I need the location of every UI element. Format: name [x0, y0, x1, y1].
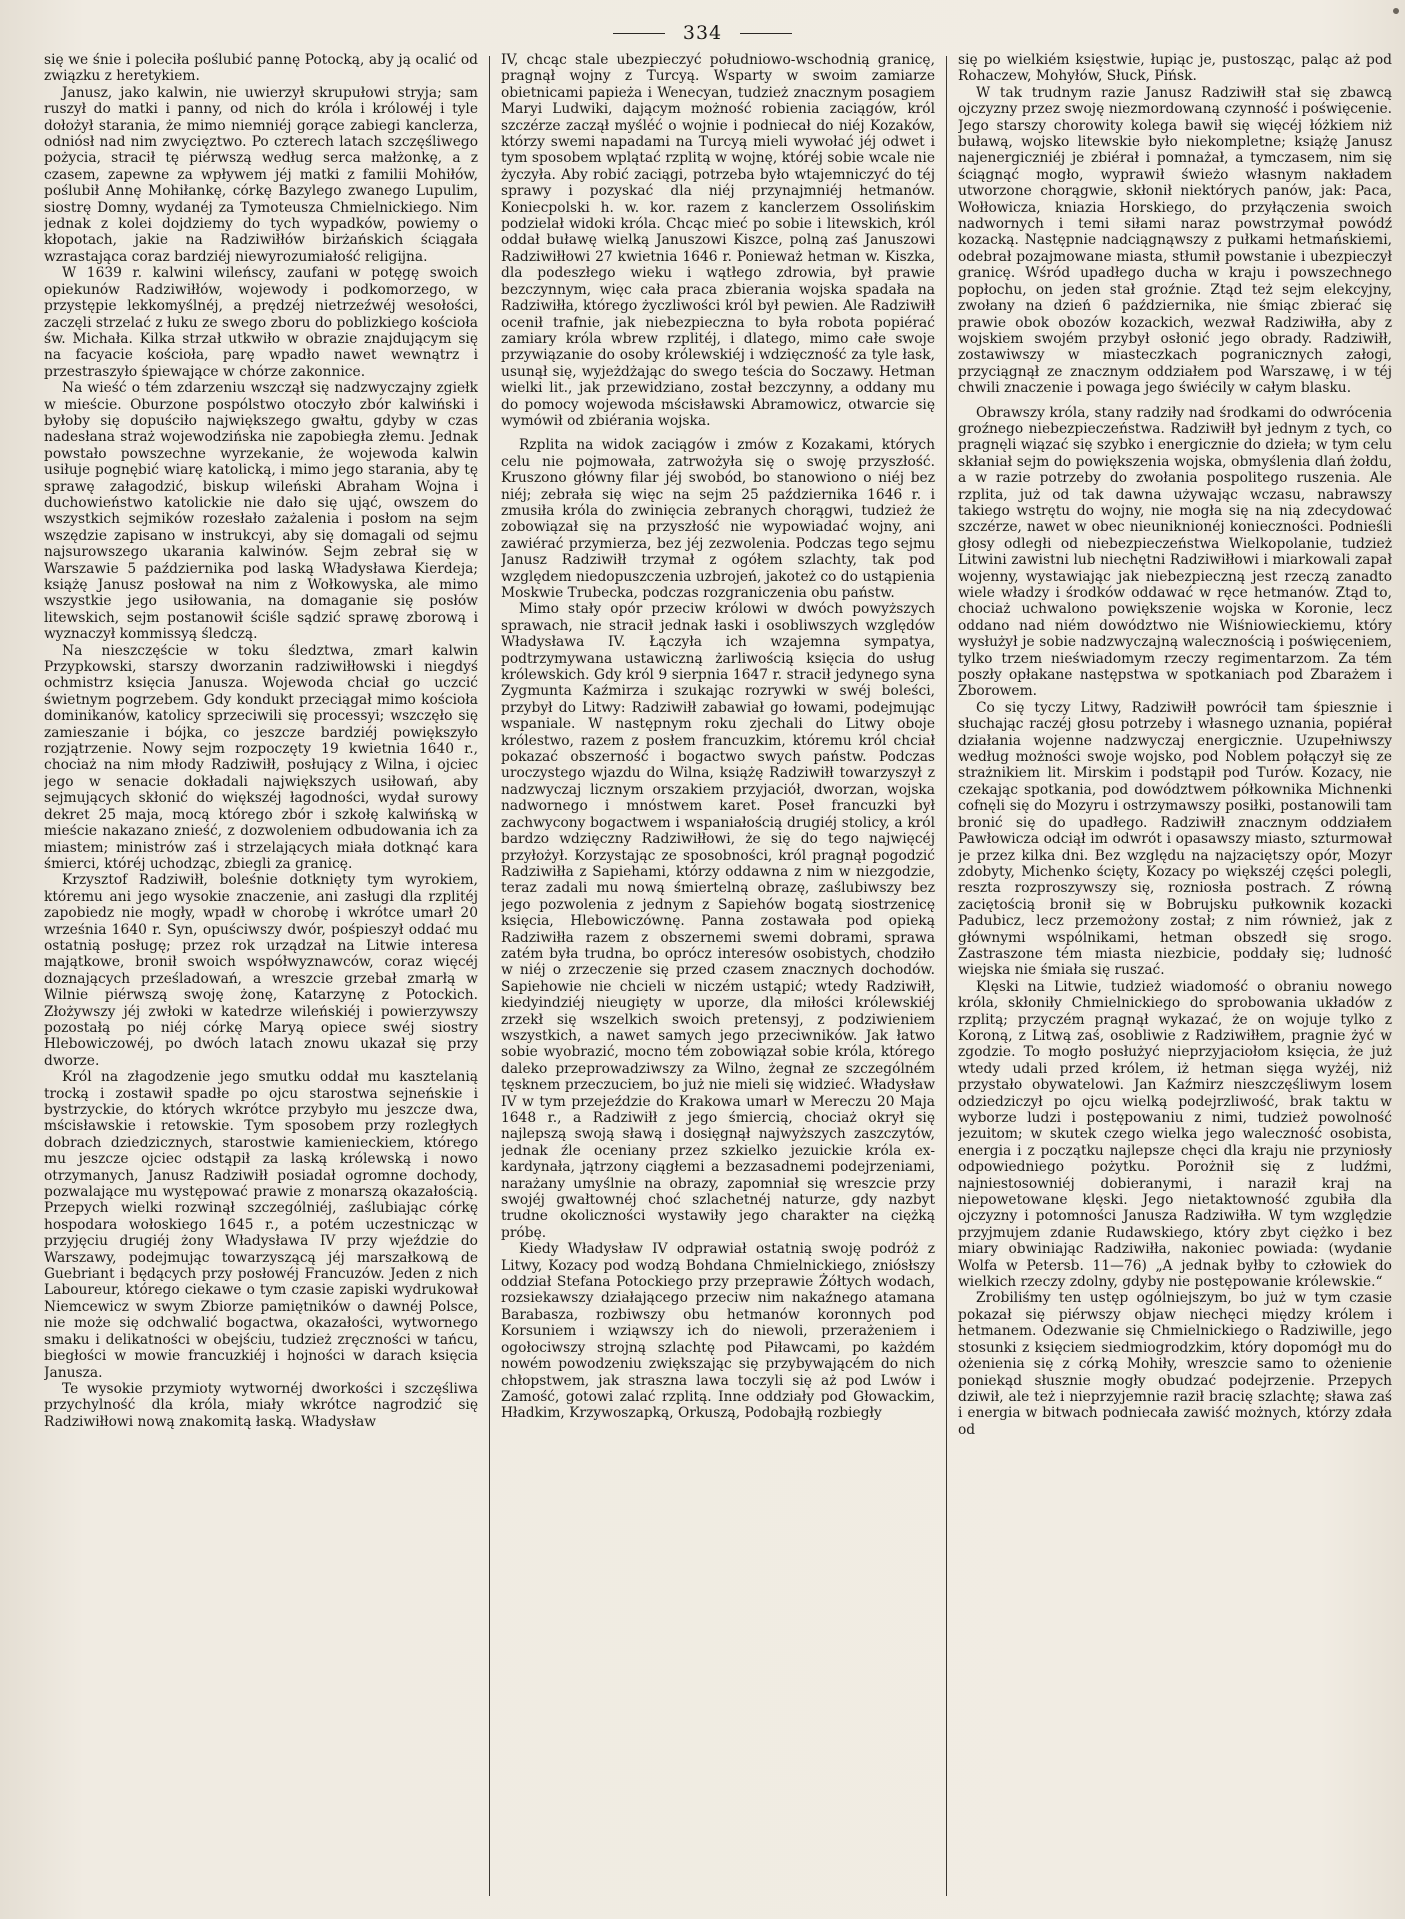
text-columns — [44, 52, 1392, 1904]
paragraph: Krzysztof Radziwiłł, boleśnie dotknięty tym wyrokiem, któremu ani jego wysokie znaczenie, ani zasługi dla rzplitéj zapobiedz nie mogły, wpadł w chorobę i wkrótce umarł 20 września 1640 r. Syn, opuściwszy dwór, pośpieszył oddać mu ostatnią posługę; przez rok urządzał na Litwie interesa majątkowe, bronił swoich współwyznawców, coraz więcéj doznających prześladowań, a wreszcie grzebał zmarłą w Wilnie piérwszą swoję żonę, Katarzynę z Potockich. Złożywszy jéj zwłoki w katedrze wileńskiéj i powierzywszy pozostałą po niéj córkę Maryą opiece swéj siostry Hlebowiczowéj, po dwóch latach znowu ukazał się przy dworze. — [44, 872, 478, 1069]
column-middle — [501, 52, 935, 1904]
paragraph: Król na złagodzenie jego smutku oddał mu kasztelanią trocką i zostawił spadłe po ojcu starostwa sejneńskie i bystrzyckie, do których wkrótce przybyło mu jeszcze dwa, mścisławskie i retowskie. Tym sposobem przy rozległych dobrach dziedzicznych, starostwie kamienieckiem, którego mu jeszcze ojciec odstąpił za laską królewską i nowo otrzymanych, Janusz Radziwiłł posiadał ogromne dochody, pozwalające mu występować prawie z monarszą okazałością. Przepych wielki rozwinął szczególniéj, zaślubiając córkę hospodara wołoskiego 1645 r., a potém uczestnicząc w przyjęciu drugiéj żony Władysława IV przy wjeździe do Warszawy, podejmując towarzyszącą jéj marszałkową de Guebriant i będących przy posłowéj Francuzów. Jeden z nich Laboureur, którego ciekawe o tym czasie zapiski wydrukował Niemcewicz w swym Zbiorze pamiętników o dawnéj Polsce, nie może się odchwalić bogactwa, okazałości, wytwornego smaku i delikatności w obejściu, tudzież zręczności w tańcu, biegłości w mowie francuzkiéj i hojności w darach księcia Janusza. — [44, 1069, 478, 1381]
column-divider — [489, 56, 490, 1896]
margin-speck — [1393, 8, 1399, 14]
paragraph: Janusz, jako kalwin, nie uwierzył skrupułowi stryja; sam ruszył do matki i panny, od nich do króla i królowéj i tyle dołożył starania, że mimo niemniéj gorące zabiegi kanclerza, odniósł nad nim zwycięztwo. Po czterech latach szczęśliwego pożycia, stracił tę piérwszą według serca małżonkę, a z czasem, zapewne za wpływem jéj matki z familii Mohiłów, poślubił Annę Mohiłankę, córkę Bazylego zwanego Lupulim, siostrę Domny, wydanéj za Tymoteusza Chmielnickiego. Nim jednak z kolei dojdziemy do tych wypadków, powiemy o kłopotach, jakie na Radziwiłłów birżańskich ściągała wzrastająca coraz bardziéj niewyrozumiałość religijna. — [44, 84, 478, 265]
header-rule-left — [613, 33, 665, 34]
paragraph: W tak trudnym razie Janusz Radziwiłł stał się zbawcą ojczyzny przez swoję niezmordowaną czynność i poświęcenie. Jego starszy chorowity kolega bawił się więcéj łóżkiem niż buławą, wojsko litewskie było niekompletne; książę Janusz najenergiczniéj je zbiérał i pomnażał, a tymczasem, nim się ściągnąć mogło, wyprawił świeżo własnym nakładem utworzone chorągwie, skłonił niektórych panów, jak: Paca, Wołłowicza, kniazia Horskiego, do przyłączenia swoich nadwornych i temi siłami naraz powstrzymał powódź kozacką. Następnie nadciągnąwszy z pułkami hetmańskiemi, odebrał pozajmowane miasta, stłumił powstanie i ubezpieczył granicę. Wśród upadłego ducha w kraju i powszechnego popłochu, on jeden stał groźnie. Ztąd też sejm elekcyjny, zwołany na dzień 6 października, nie śmiąc zbierać się prawie obok obozów kozackich, wezwał Radziwiłła, aby z wojskiem swojém przybył osłonić jego obrady. Radziwiłł, zostawiwszy w miasteczkach pogranicznych załogi, przyciągnął ze znacznym oddziałem pod Warszawę, i w téj chwili znaczenie i powaga jego świécily w całym blasku. — [958, 84, 1392, 397]
paragraph: Zrobiliśmy ten ustęp ogólniejszym, bo już w tym czasie pokazał się piérwszy objaw niechęci między królem i hetmanem. Odezwanie się Chmielnickiego o Radziwille, jego stosunki z księciem siedmiogrodzkim, który dopomógł mu do ożenienia się z córką Mohiły, wreszcie samo to ożenienie poniekąd słusznie mogły obudzać podejrzenie. Przepych dziwił, ale też i nieprzyjemnie raził bracię szlachtę; sława zaś i energia w bitwach podniecała zawiść możnych, którzy zdała od — [958, 1290, 1392, 1438]
paragraph: Co się tyczy Litwy, Radziwiłł powrócił tam śpiesznie i słuchając raczéj głosu potrzeby i własnego uznania, popiérał działania wojenne nadzwyczaj energicznie. Uzupełniwszy według możności swoje wojsko, pod Noblem połączył się ze strażnikiem lit. Mirskim i podstąpił pod Turów. Kozacy, nie czekając spotkania, pod dowództwem półkownika Michnenki cofnęli się do Mozyru i ostrzymawszy posiłki, postanowili tam bronić się do upadłego. Radziwiłł znacznym oddziałem Pawłowicza odciął im odwrót i opasawszy miasto, szturmował je przez kilka dni. Bez względu na najzaciętszy opór, Mozyr zdobyty, Michenko ścięty, Kozacy po większéj części polegli, reszta rozproszywszy się, rozniosła postrach. Z równą zaciętością bronił się w Bobrujsku pułkownik kozacki Padubicz, lecz przemożony został; z nim również, jak z głównymi wspólnikami, hetman obszedł się srogo. Zastraszone tém miasta niezbicie, poddały się; ludność wiejska nie śmiała się ruszać. — [958, 699, 1392, 979]
header-rule-right — [740, 33, 792, 34]
paragraph: się po wielkiém księstwie, łupiąc je, pustosząc, paląc aż pod Rohaczew, Mohyłów, Słuck, Pińsk. — [958, 52, 1392, 85]
paragraph: Mimo stały opór przeciw królowi w dwóch powyższych sprawach, nie stracił jednak łaski i osobliwszych względów Władysława IV. Łączyła ich wzajemna sympatya, podtrzymywana ustawiczną żarliwością księcia do usług królewskich. Gdy król 9 sierpnia 1647 r. stracił jedynego syna Zygmunta Kaźmirza i szukając rozrywki w swéj boleści, przybył do Litwy: Radziwiłł zabawiał go łowami, podejmując wspaniale. W następnym roku zjechali do Litwy oboje królestwo, razem z posłem francuzkim, któremu król chciał pokazać obszerność i bogactwo swych państw. Podczas uroczystego wjazdu do Wilna, książę Radziwiłł towarzyszył z nadzwyczaj licznym orszakiem przyjaciół, dworzan, wojska nadwornego i mnóstwem karet. Poseł francuzki był zachwycony bogactwem i wspaniałością drugiéj stolicy, a król bardzo wdzięczny Radziwiłłowi, że się do tego najwięcéj przyłożył. Korzystając ze sposobności, król pragnął pogodzić Radziwiłła z Sapiehami, którzy oddawna z nim w niezgodzie, teraz zadali mu nową śmiertelną obrazę, zaślubiwszy bez jego pozwolenia z jednym z Sapiehów bogatą siostrzenicę księcia, Hlebowiczównę. Panna zostawała pod opieką Radziwiłła razem z obszernemi swemi dobrami, sprawa zatém była trudna, bo oprócz interesów osobistych, chodziło w niéj o zrzeczenie się przed czasem znacznych dochodów. Sapiehowie nie chcieli w niczém ustąpić; wtedy Radziwiłł, kiedyindziéj nieugięty w uporze, dla miłości królewskiéj zrzekł się wszelkich swoich pretensyj, z podziwieniem wszystkich, a nawet samych jego przeciwników. Jak łatwo sobie wyobrazić, mocno tém zobowiązał sobie króla, którego daleko przeprowadziwszy za Wilno, żegnał ze szczególném tęsknem przeczuciem, bo już nie mieli się widzieć. Władysław IV w tym przejeździe do Krakowa umarł w Mereczu 20 Maja 1648 r., a Radziwiłł z jego śmiercią, chociaż okrył się najlepszą swoją sławą i dosięgnął najwyższych zaszczytów, jednak źle oceniany przez szkielko jezuickie króla ex-kardynała, jątrzony ciągłemi a bezzasadnemi podejrzeniami, narażany umyślnie na obrazy, zapomniał się wreszcie przy swojéj gwałtownéj choć szlachetnéj naturze, gdy nazbyt trudne okoliczności wystawiły jego charakter na ciężką próbę. — [501, 601, 935, 1241]
paragraph: W 1639 r. kalwini wileńscy, zaufani w potęgę swoich opiekunów Radziwiłłów, wojewody i podkomorzego, w przystępie lekkomyślnéj, a prędzéj nietrzeźwéj wesołości, zaczęli strzelać z łuku ze swego zboru do poblizkiego kościoła św. Michała. Kilka strzał utkwiło w obrazie znajdującym się na facyacie kościoła, parę wpadło nawet wewnątrz i przestraszyło śpiewające w chórze zakonnice. — [44, 265, 478, 380]
column-divider — [946, 56, 947, 1896]
paragraph: Kiedy Władysław IV odprawiał ostatnią swoję podróż z Litwy, Kozacy pod wodzą Bohdana Chmielnickiego, zniósłszy oddział Stefana Potockiego przy przeprawie Żółtych wodach, rozsiekawszy działającego przeciw nim nakaźnego atamana Barabasza, rozbiwszy obu hetmanów koronnych pod Korsuniem i wziąwszy ich do niewoli, przerażeniem i ogołociwszy strojną szlachtę pod Piławcami, po każdém nowém powodzeniu zwiększając się przybywającém do nich chłopstwem, jak straszna lawa toczyli się aż pod Lwów i Zamość, gotowi zalać rzplitą. Inne oddziały pod Głowackim, Hładkim, Krzywoszapką, Orkuszą, Podobajłą rozbiegły — [501, 1241, 935, 1422]
column-right — [958, 52, 1392, 1904]
paragraph: Obrawszy króla, stany radziły nad środkami do odwrócenia groźnego niebezpieczeństwa. Radziwiłł był jednym z tych, co pragnęli wiązać się szybko i energicznie do dzieła; w tym celu skłaniał sejm do powiększenia wojska, obmyślenia dlań żołdu, a w razie potrzeby do zwołania pospolitego ruszenia. Ale rzplita, już od tak dawna używając wczasu, nabrawszy takiego wstrętu do wojny, nie mogła się na nią zdecydować szczérze, nawet w obec nieuniknionéj konieczności. Podnieśli głosy odległi od niebezpieczeństwa Wielkopolanie, tudzież Litwini zawistni lub niechętni Radziwiłłowi i miarkowali zapał wojenny, wystawiając jak niebezpieczną jest rzeczą zanadto wiele władzy i środków oddawać w ręce hetmanów. Ztąd to, chociaż uchwalono powiększenie wojska w Koronie, lecz oddano nad niém dowództwo nie Wiśniowieckiemu, który wysłużył je sobie nadzwyczajną walecznością i poświęceniem, tylko trzem nieświadomym rzeczy regimentarzom. Za tém poszły opłakane następstwa w spotkaniach pod Zbarażem i Zborowem. — [958, 404, 1392, 700]
paragraph: Klęski na Litwie, tudzież wiadomość o obraniu nowego króla, skłoniły Chmielnickiego do sprobowania układów z rzplitą; przyczém pragnął wykazać, że on wojuje tylko z Koroną, z Litwą zaś, osobliwie z Radziwiłłem, pragnie żyć w zgodzie. To mogło posłużyć nieprzyjaciołom księcia, że już wtedy udali przed królem, iż hetman sięga wyżéj, niż przystało obywatelowi. Jan Kaźmirz nieszczęśliwym losem odziedziczył po ojcu wielką podejrzliwość, brak taktu w wyborze ludzi i postępowaniu z nimi, tudzież powolność jezuitom; w skutek czego wielka jego waleczność osobista, energia i z początku najlepsze chęci dla kraju nie przyniosły odpowiedniego pożytku. Porożnił się z ludźmi, najniestosowniéj dobieranymi, i naraził kraj na niepowetowane klęski. Jego nietaktowność zgubiła dla ojczyzny i potomności Janusza Radziwiłła. W tym względzie przyjmujem zdanie Rudawskiego, który zbyt ciężko i bez miary obwiniając Radziwiłła, nakoniec powiada: (wydanie Wolfa w Petersb. 11—76) „A jednak byłby to człowiek do wielkich rzeczy zdolny, gdyby nie postępowanie królewskie.“ — [958, 978, 1392, 1291]
paragraph: Te wysokie przymioty wytwornéj dworkości i szczęśliwa przychylność dla króla, miały wkrótce nagrodzić się Radziwiłłowi nową znakomitą łaską. Władysław — [44, 1380, 478, 1430]
paragraph: Na wieść o tém zdarzeniu wszczął się nadzwyczajny zgiełk w mieście. Oburzone pospólstwo otoczyło zbór kalwiński i byłoby się dopuściło największego gwałtu, gdyby w czas nadesłana straż wojewodzińska nie zapobiegła złemu. Jednak powstało powszechne wyrzekanie, że wojewoda kalwin usiłuje pognębić wiarę katolicką, i mimo jego starania, aby tę sprawę załagodzić, biskup wileński Abraham Wojna i duchowieństwo katolickie nie dało się ująć, owszem do wszystkich sejmików rozesłało zażalenia i posłom na sejm wszędzie zapisano w instrukcyi, aby się domagali od sejmu najsurowszego ukarania kalwinów. Sejm zebrał się w Warszawie 5 października pod laską Władysława Kierdeja; książę Janusz posłował na nim z Wołkowyska, ale mimo wszystkie jego usiłowania, na domaganie się posłów litewskich, sejm postanowił ściśle sądzić sprawę zborową i wyznaczył kommissyą śledczą. — [44, 380, 478, 643]
paragraph: Na nieszczęście w toku śledztwa, zmarł kalwin Przypkowski, starszy dworzanin radziwiłłowski i niegdyś ochmistrz księcia Janusza. Wojewoda chciał go uczcić świetnym pogrzebem. Gdy kondukt przeciągał mimo kościoła dominikanów, katolicy sprzeciwili się processyi; wszczęło się zamieszanie i bójka, co jeszcze bardziéj powiększyło rozjątrzenie. Nowy sejm rozpoczęty 19 kwietnia 1640 r., chociaż na nim młody Radziwiłł, posłujący z Wilna, i ojciec jego w senacie dokładali największych usiłowań, aby sejmujących skłonić do większéj łagodności, wydał surowy dekret 25 maja, mocą którego zbór i szkołę kalwińską w mieście nakazano znieść, z dozwoleniem odbudowania ich za miastem; ministrów zaś i strzelających miała dotknąć kara śmierci, któréj uchodząc, zbiegli za granicę. — [44, 642, 478, 872]
paragraph: IV, chcąc stale ubezpieczyć południowo-wschodnią granicę, pragnął wojny z Turcyą. Wsparty w swoim zamiarze obietnicami papieża i Wenecyan, tudzież znacznym posagiem Maryi Ludwiki, dającym możność robienia zaciągów, król szczérze zaczął myśléć o wojnie i podniecał do niéj Kozaków, którzy swemi napadami na Turcyą mieli wywołać jéj odwet i tym sposobem wplątać rzplitą w wojnę, któréj sobie wcale nie życzyła. Aby robić zaciągi, potrzeba było wtajemniczyć do téj sprawy i pozyskać dla niéj przynajmniéj hetmanów. Koniecpolski h. w. kor. razem z kanclerzem Ossolińskim podzielał widoki króla. Chcąc mieć po sobie i litewskich, król oddał buławę wielką Januszowi Kiszce, polną zaś Januszowi Radziwiłłowi 27 kwietnia 1646 r. Ponieważ hetman w. Kiszka, dla podeszłego wieku i wątłego zdrowia, był prawie bezczynnym, więc cała praca zbierania wojska spadała na Radziwiłła, którego życzliwości król był pewien. Ale Radziwiłł ocenił trafnie, jak niebezpieczna to była robota popiérać zamiary króla wbrew rzplitéj, i dlatego, mimo całe swoje przywiązanie do osoby królewskiéj i wdzięczność za tyle łask, usunął się, wyjeżdżając do swego teścia do Soczawy. Hetman wielki lit., jak przewidziano, został bezczynny, a oddany mu do pomocy wojewoda mścisławski Abramowicz, otwarcie się wymówił od zbiérania wojska. — [501, 52, 935, 429]
column-left — [44, 52, 478, 1904]
paragraph: się we śnie i poleciła poślubić pannę Potocką, aby ją ocalić od związku z heretykiem. — [44, 52, 478, 85]
page-header — [0, 18, 1405, 48]
page-number: 334 — [682, 22, 723, 44]
paragraph: Rzplita na widok zaciągów i zmów z Kozakami, których celu nie pojmowała, zatrwożyła się o swoję przyszłość. Kruszono główny filar jéj swobód, bo stanowiono o niéj bez niéj; zebrała się więc na sejm 25 października 1646 r. i zmusiła króla do zwinięcia zebranych chorągwi, tudzież że zobowiązał się na przyszłość nie wypowiadać wojny, ani zawiérać przymierza, bez jéj zezwolenia. Podczas tego sejmu Janusz Radziwiłł trzymał z ogółem szlachty, tak pod względem niedopuszczenia uzbrojeń, jakoteż co do ustąpienia Moskwie Trubecka, podczas rozgraniczenia obu państw. — [501, 437, 935, 601]
